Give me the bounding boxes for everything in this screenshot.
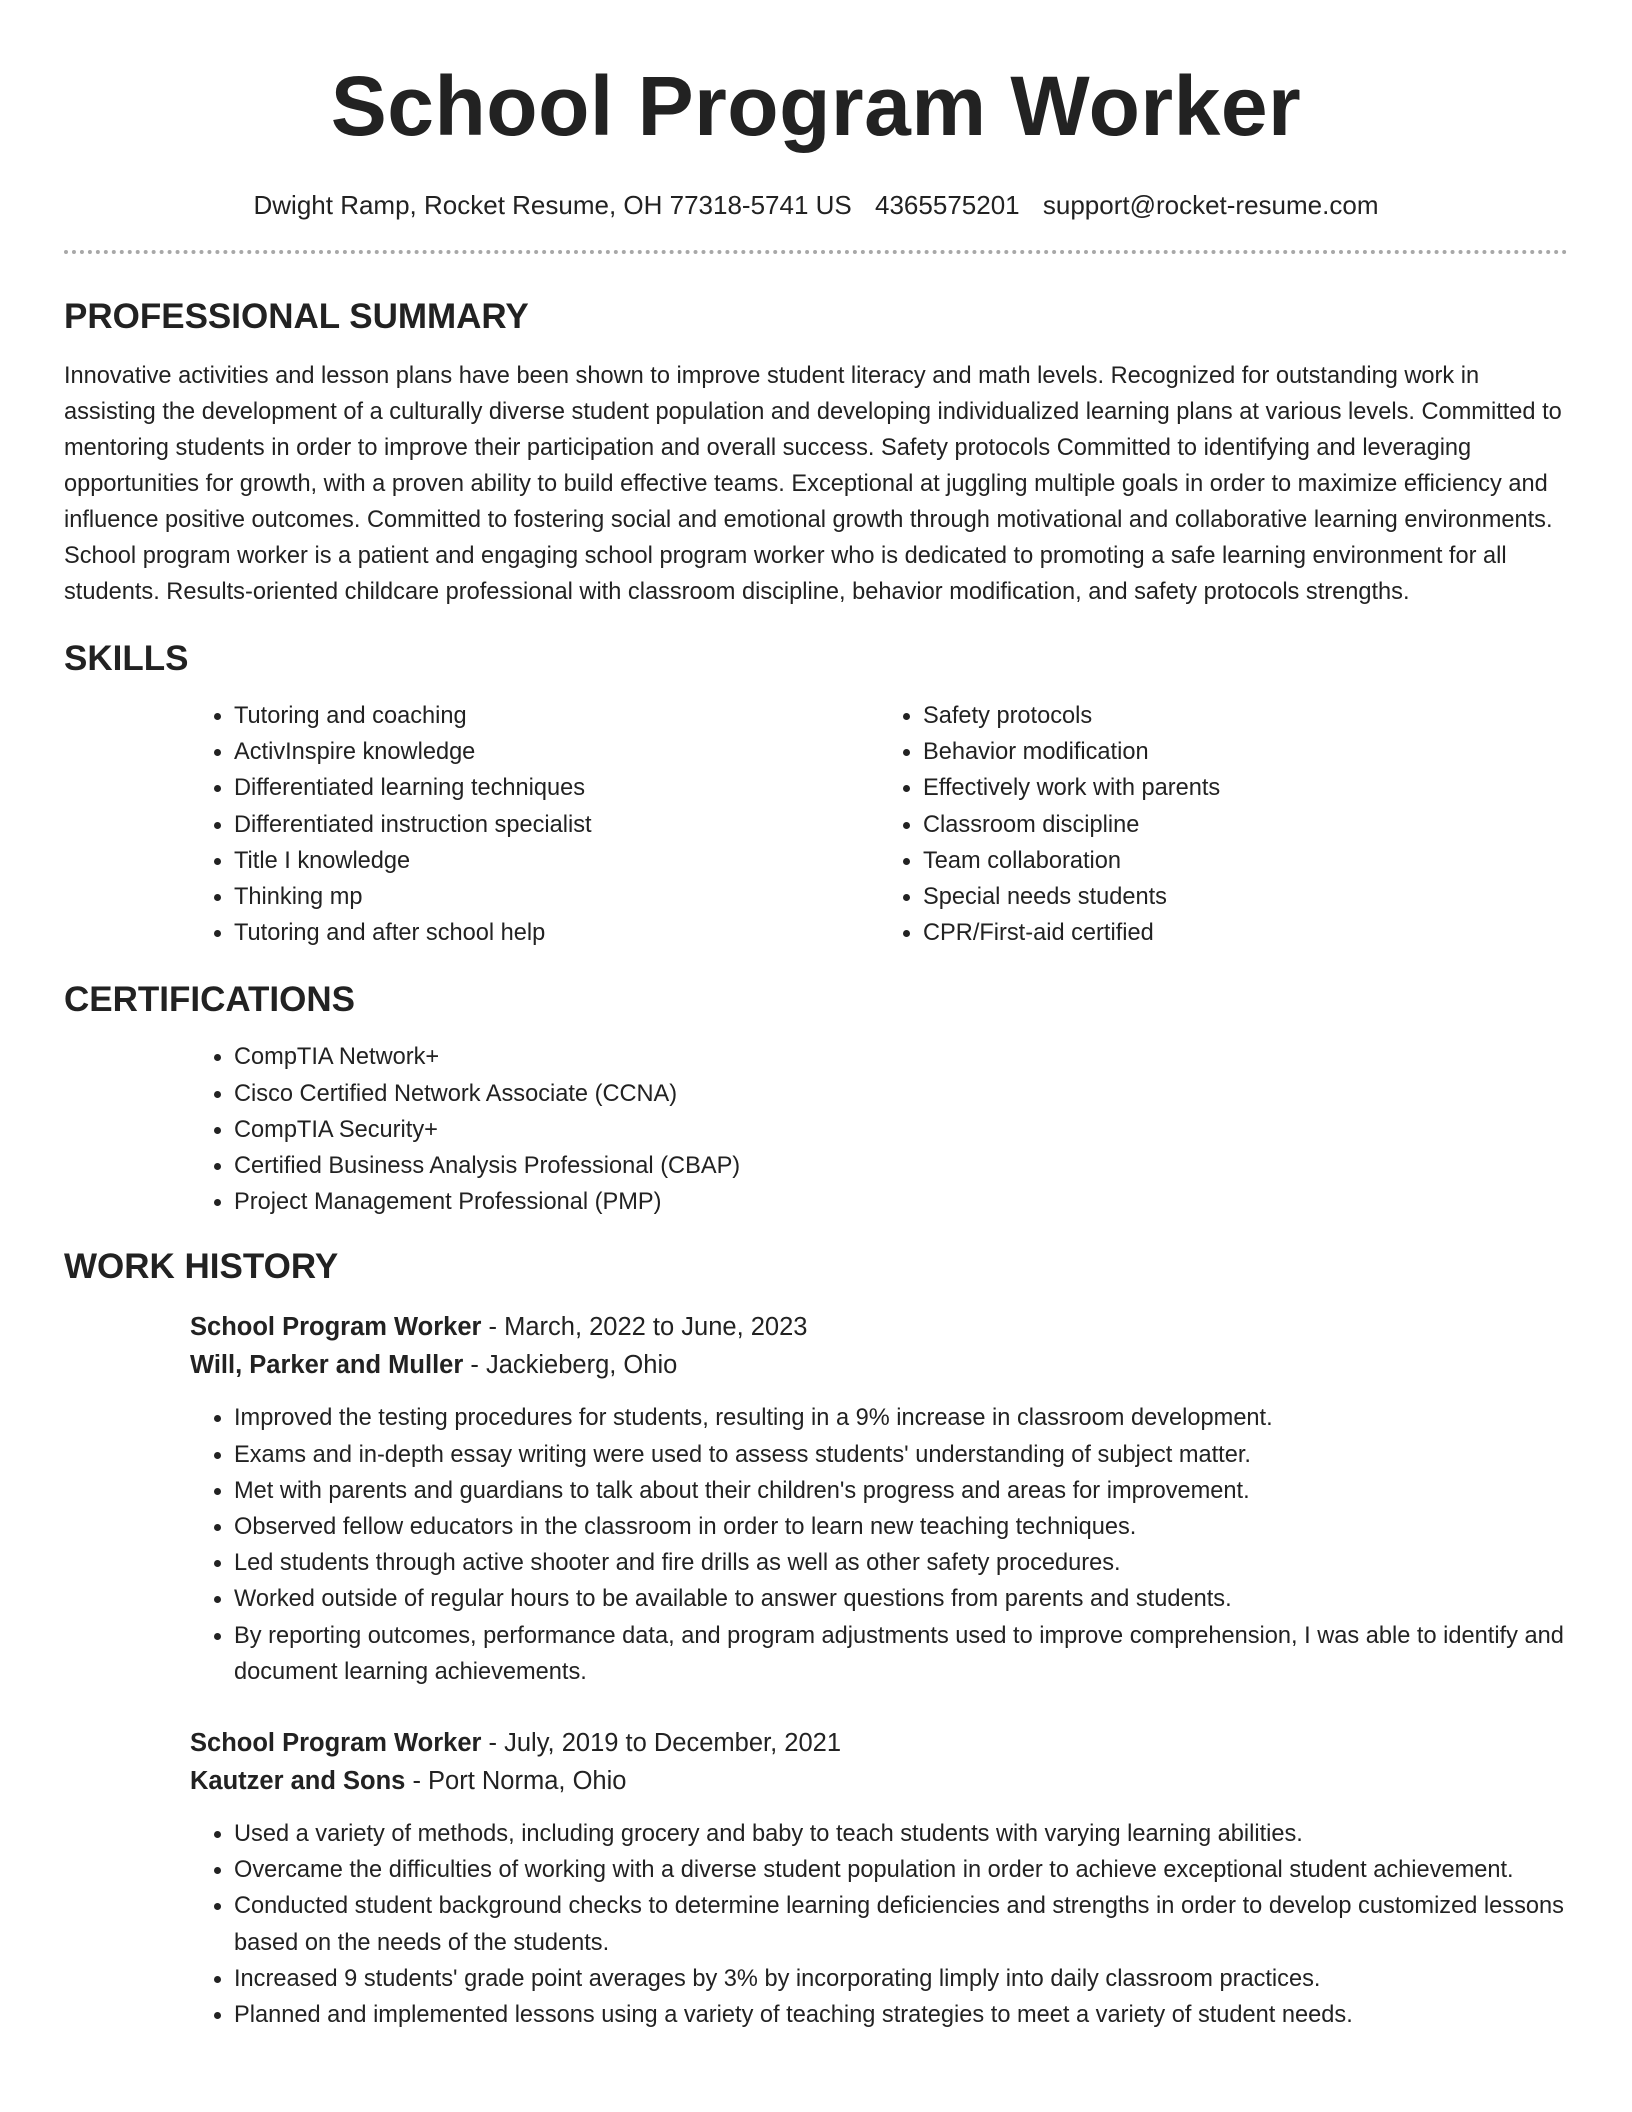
skill-item: • Special needs students: [923, 879, 1568, 915]
job-location: - Jackieberg, Ohio: [463, 1351, 678, 1380]
job-company: Kautzer and Sons: [190, 1767, 406, 1796]
certifications-list: [190, 1039, 1568, 1220]
skill-item: • Differentiated instruction specialist: [234, 807, 879, 843]
skill-item: • Effectively work with parents: [923, 770, 1568, 806]
job-entry: [190, 1724, 1568, 2033]
certifications-block: [190, 1039, 1568, 1220]
job-title-line: [190, 1308, 1568, 1346]
job-bullet: • Used a variety of methods, including grocery and baby to teach students with varying learning abilities.: [234, 1816, 1568, 1852]
skill-item: • Thinking mp: [234, 879, 879, 915]
skills-grid: [190, 698, 1568, 951]
job-bullet: • Exams and in-depth essay writing were used to assess students' understanding of subject matter.: [234, 1437, 1568, 1473]
job-company-line: [190, 1762, 1568, 1800]
job-dates: - July, 2019 to December, 2021: [481, 1729, 842, 1758]
certification-item: • Cisco Certified Network Associate (CCNA): [234, 1076, 1568, 1112]
certification-item: • CompTIA Security+: [234, 1112, 1568, 1148]
job-role: School Program Worker: [190, 1729, 482, 1758]
job-bullet: • Observed fellow educators in the classroom in order to learn new teaching techniques.: [234, 1509, 1568, 1545]
job-company: Will, Parker and Muller: [190, 1351, 464, 1380]
skill-item: • Title I knowledge: [234, 843, 879, 879]
skill-item: • ActivInspire knowledge: [234, 734, 879, 770]
job-location: - Port Norma, Ohio: [405, 1767, 627, 1796]
job-bullet: • Improved the testing procedures for students, resulting in a 9% increase in classroom development.: [234, 1400, 1568, 1436]
contact-address: Dwight Ramp, Rocket Resume, OH 77318-5741 US: [253, 190, 852, 220]
contact-phone: 4365575201: [875, 190, 1020, 220]
job-bullets: [190, 1400, 1568, 1690]
certification-item: • CompTIA Network+: [234, 1039, 1568, 1075]
skill-item: • CPR/First-aid certified: [923, 915, 1568, 951]
job-bullet: • Worked outside of regular hours to be available to answer questions from parents and students.: [234, 1581, 1568, 1617]
resume-title: School Program Worker: [330, 59, 1302, 153]
skill-item: • Safety protocols: [923, 698, 1568, 734]
job-title-line: [190, 1724, 1568, 1762]
contact-line: [64, 190, 1568, 220]
contact-email: support@rocket-resume.com: [1042, 190, 1379, 220]
job-dates: - March, 2022 to June, 2023: [481, 1313, 808, 1342]
job-bullet: • By reporting outcomes, performance data, and program adjustments used to improve comprehension, I was able to identify and document learning achievements.: [234, 1618, 1568, 1690]
skill-item: • Behavior modification: [923, 734, 1568, 770]
skill-item: • Team collaboration: [923, 843, 1568, 879]
summary-text: Innovative activities and lesson plans have been shown to improve student literacy and math levels. Recognized for outstanding work in assisting the development of a culturally diverse student population and developing individualized learning plans at various levels. Committed to mentoring students in order to improve their participation and overall success. Safety protocols Committed to identifying and leveraging opportunities for growth, with a proven ability to build effective teams. Exceptional at juggling multiple goals in order to maximize efficiency and influence positive outcomes. Committed to fostering social and emotional growth through motivational and collaborative learning environments. School program worker is a patient and engaging school program worker who is dedicated to promoting a safe learning environment for all students. Results-oriented childcare professional with classroom discipline, behavior modification, and safety protocols strengths.: [64, 363, 1562, 605]
job-company-line: [190, 1346, 1568, 1384]
job-bullet: • Overcame the difficulties of working with a diverse student population in order to achieve exceptional student achievement.: [234, 1852, 1568, 1888]
job-bullets: [190, 1816, 1568, 2033]
job-bullet: • Led students through active shooter and fire drills as well as other safety procedures.: [234, 1545, 1568, 1581]
certification-item: • Certified Business Analysis Professional (CBAP): [234, 1148, 1568, 1184]
certifications-heading: CERTIFICATIONS: [64, 980, 356, 1020]
resume-page: [64, 0, 1568, 2033]
skills-list-left: [190, 698, 879, 951]
job-bullet: • Planned and implemented lessons using a variety of teaching strategies to meet a variety of student needs.: [234, 1997, 1568, 2033]
skills-list-right: [879, 698, 1568, 951]
skill-item: • Differentiated learning techniques: [234, 770, 879, 806]
skill-item: • Classroom discipline: [923, 807, 1568, 843]
job-bullet: • Conducted student background checks to determine learning deficiencies and strengths in order to develop customized lessons based on the needs of the students.: [234, 1888, 1568, 1960]
certification-item: • Project Management Professional (PMP): [234, 1184, 1568, 1220]
header-divider: [64, 250, 1568, 254]
skill-item: • Tutoring and coaching: [234, 698, 879, 734]
job-bullet: • Increased 9 students' grade point averages by 3% by incorporating limply into daily classroom practices.: [234, 1961, 1568, 1997]
job-entry: [190, 1308, 1568, 1690]
skills-heading: SKILLS: [64, 639, 189, 678]
job-bullet: • Met with parents and guardians to talk about their children's progress and areas for improvement.: [234, 1473, 1568, 1509]
summary-heading: PROFESSIONAL SUMMARY: [64, 297, 529, 336]
skill-item: • Tutoring and after school help: [234, 915, 879, 951]
job-role: School Program Worker: [190, 1313, 482, 1342]
work-history-heading: WORK HISTORY: [64, 1247, 339, 1287]
